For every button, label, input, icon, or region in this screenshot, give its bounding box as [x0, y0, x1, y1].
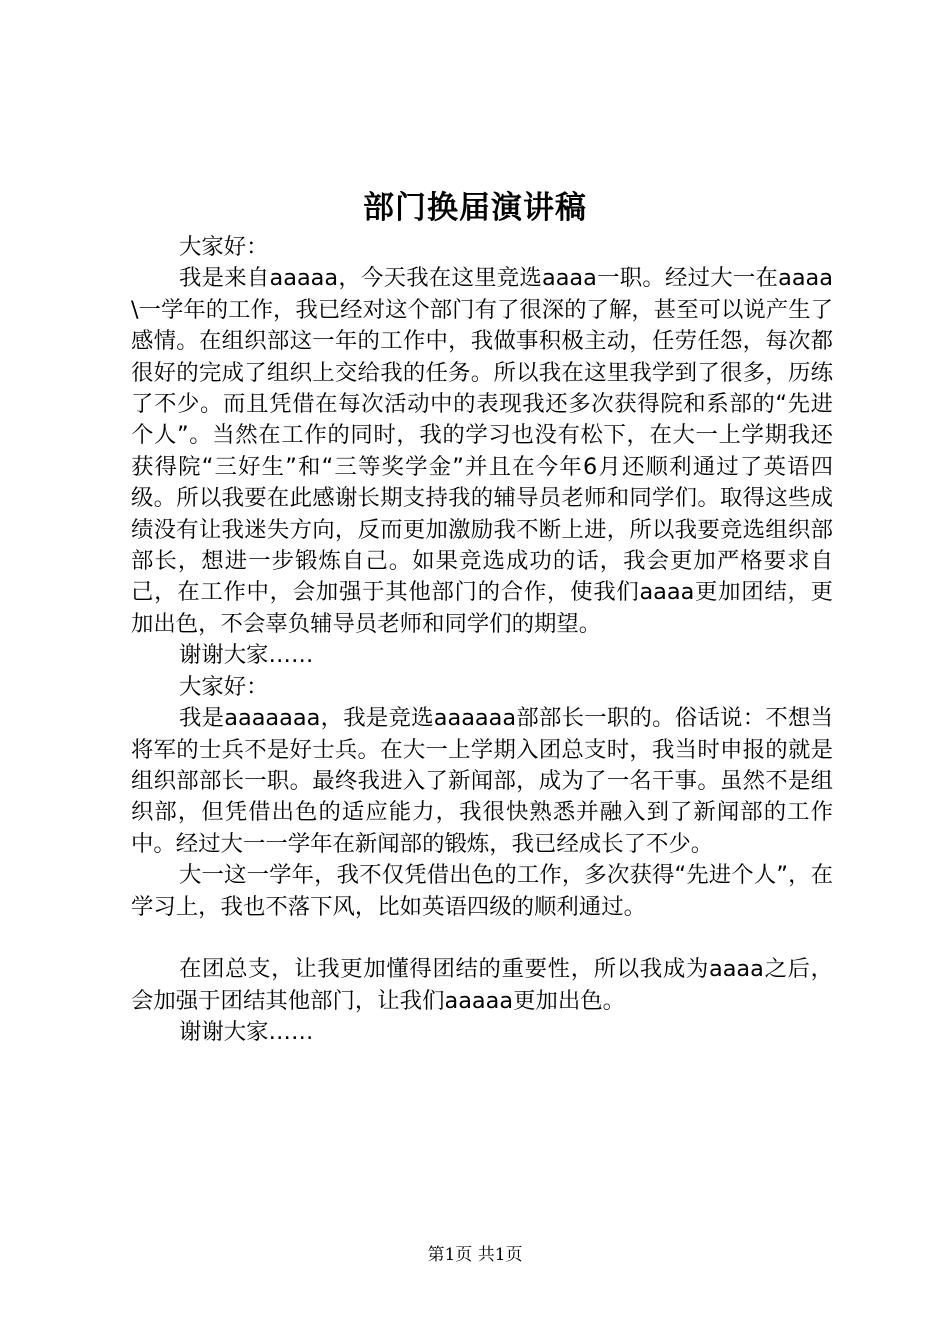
thanks-paragraph: 谢谢大家…… [179, 1019, 314, 1046]
speech-paragraph: 我是aaaaaaa，我是竞选aaaaaa部部长一职的。俗话说：不想当将军的士兵不是好士兵。在大一上学期入团总支时，我当时申报的就是组织部部长一职。最终我进入了新闻部，成为了一名干事。虽然不是组织部，但凭借出色的适应能力，我很快熟悉并融入到了新闻部的工作中。经过大一一学年在新闻部的锻炼，我已经成长了不少。 [131, 705, 833, 857]
speech-paragraph: 在团总支，让我更加懂得团结的重要性，所以我成为aaaa之后，会加强于团结其他部门，让我们aaaaa更加出色。 [131, 956, 833, 1014]
greeting-paragraph: 大家好： [179, 673, 269, 700]
speech-paragraph: 大一这一学年，我不仅凭借出色的工作，多次获得“先进个人”，在学习上，我也不落下风，比如英语四级的顺利通过。 [131, 862, 833, 920]
greeting-paragraph: 大家好： [179, 234, 269, 260]
thanks-paragraph: 谢谢大家…… [179, 642, 314, 669]
blank-line [131, 923, 833, 954]
document-body [131, 232, 833, 1049]
speech-paragraph: 我是来自aaaaa，今天我在这里竞选aaaa一职。经过大一在aaaa\一学年的工作，我已经对这个部门有了很深的了解，甚至可以说产生了感情。在组织部这一年的工作中，我做事积极主动，任劳任怨，每次都很好的完成了组织上交给我的任务。所以我在这里我学到了很多，历练了不少。而且凭借在每次活动中的表现我还多次获得院和系部的“先进个人”。当然在工作的同时，我的学习也没有松下，在大一上学期我还获得院“三好生”和“三等奖学金”并且在今年6月还顺利通过了英语四级。所以我要在此感谢长期支持我的辅导员老师和同学们。取得这些成绩没有让我迷失方向，反而更加激励我不断上进，所以我要竞选组织部部长，想进一步锻炼自己。如果竞选成功的话，我会更加严格要求自己，在工作中，会加强于其他部门的合作，使我们aaaa更加团结，更加出色，不会辜负辅导员老师和同学们的期望。 [131, 265, 833, 637]
page-footer: 第1页 共1页 [427, 1245, 523, 1265]
document-title: 部门换届演讲稿 [363, 190, 587, 226]
